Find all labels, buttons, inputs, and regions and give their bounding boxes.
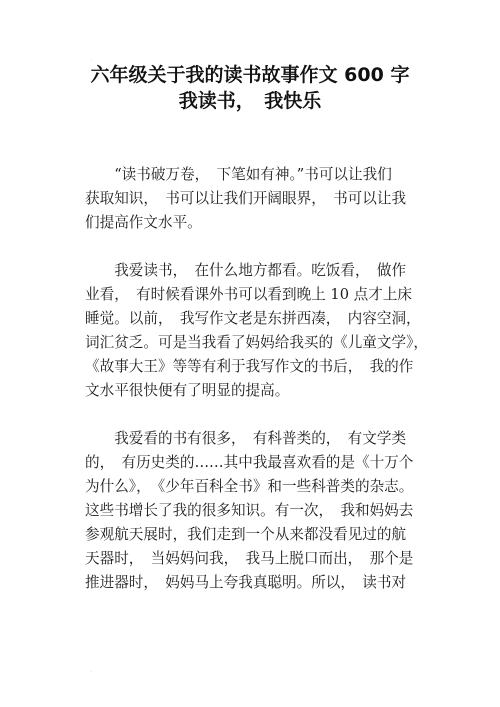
paragraph-line: 词汇贫乏。可是当我看了妈妈给我买的《儿童文学》， [85,334,428,351]
paragraph-line: “读书破万卷， 下笔如有神。”书可以让我们 [85,166,392,183]
paragraph-line: 业看， 有时候看课外书可以看到晚上 10 点才上床 [85,286,413,303]
paragraph-3 [85,427,425,595]
paragraph-line: 我爱看的书有很多， 有科普类的， 有文学类 [85,430,407,447]
paragraph-line: 获取知识， 书可以让我们开阔眼界， 书可以让我 [85,190,407,207]
paragraph-line: 们提高作文水平。 [85,214,202,231]
corner-mark-bottom: . [90,667,92,674]
paragraph-line: 为什么》， 《少年百科全书》和一些科普类的杂志。 [85,478,414,495]
paragraph-line: 睡觉。以前， 我写作文老是东拼西凑， 内容空洞， [85,310,421,327]
paragraph-line: 《故事大王》等等有利于我写作文的书后， 我的作 [85,358,414,375]
paragraph-1 [85,163,425,235]
paragraph-line: 这些书增长了我的很多知识。有一次， 我和妈妈去 [85,502,414,519]
article-body [85,163,428,595]
paragraph-line: 参观航天展时，我们走到一个从来都没看见过的航 [85,526,407,543]
title-line-1: 六年级关于我的读书故事作文 600 字 [90,64,410,86]
title-line-2: 我读书， 我快乐 [178,90,322,112]
paragraph-line: 推进器时， 妈妈马上夸我真聪明。所以， 读书对 [85,574,407,591]
paragraph-line: 文水平很快便有了明显的提高。 [85,382,290,399]
paragraph-line: 我爱读书， 在什么地方都看。吃饭看， 做作 [85,262,407,279]
paragraph-line: 的， 有历史类的……其中我最喜欢看的是《十万个 [85,454,414,471]
corner-mark-top: . [90,56,92,63]
paragraph-line: 天器时， 当妈妈问我， 我马上脱口而出， 那个是 [85,550,414,567]
paragraph-2 [85,259,428,403]
document-title [0,62,500,114]
